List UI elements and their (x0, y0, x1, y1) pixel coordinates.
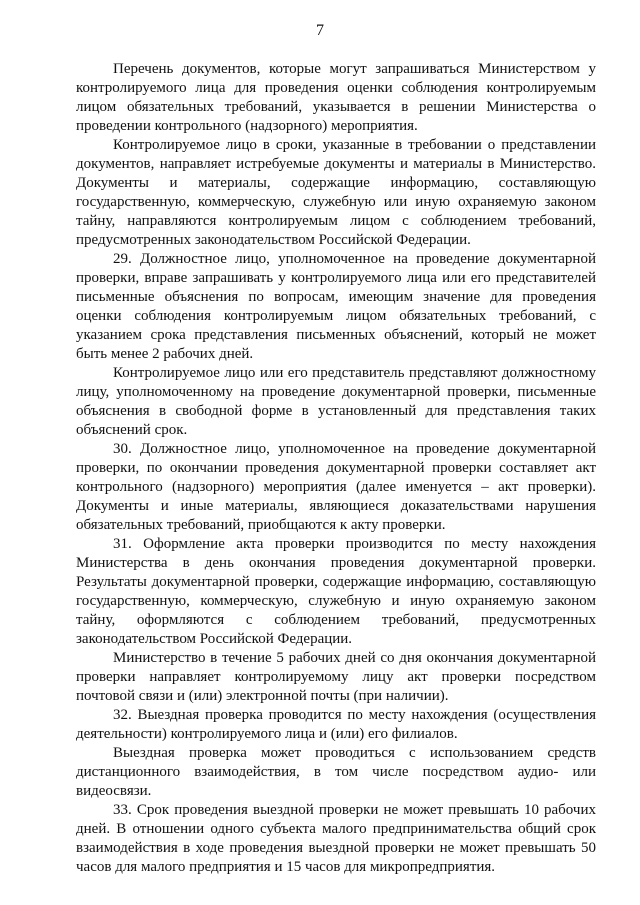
paragraph: 29. Должностное лицо, уполномоченное на проведение документарной проверки, вправе запрашивать у контролируемого лица или его представителей письменные объяснения по вопросам, имеющим значение для проведения оценки соблюдения контролируемым лицом обязательных требований, с указанием срока представления письменных объяснений, который не может быть менее 2 рабочих дней. (76, 251, 596, 362)
page-number: 7 (316, 22, 324, 39)
paragraph: 32. Выездная проверка проводится по месту нахождения (осуществления деятельности) контролируемого лица и (или) его филиалов. (76, 707, 596, 742)
paragraph: Контролируемое лицо или его представитель представляют должностному лицу, уполномоченному на проведение документарной проверки, письменные объяснения в свободной форме в установленный для представления таких объяснений срок. (76, 365, 596, 438)
document-body (76, 60, 596, 877)
paragraph: Министерство в течение 5 рабочих дней со дня окончания документарной проверки направляет контролируемому лицу акт проверки посредством почтовой связи и (или) электронной почты (при наличии). (76, 650, 596, 704)
paragraph: 31. Оформление акта проверки производится по месту нахождения Министерства в день окончания проведения документарной проверки. Результаты документарной проверки, содержащие информацию, составляющую государственную, коммерческую, служебную и иную охраняемую законом тайну, оформляются с соблюдением требований, предусмотренных законодательством Российской Федерации. (76, 536, 596, 647)
paragraph: 30. Должностное лицо, уполномоченное на проведение документарной проверки, по окончании проведения документарной проверки составляет акт контрольного (надзорного) мероприятия (далее именуется – акт проверки). Документы и иные материалы, являющиеся доказательствами нарушения обязательных требований, приобщаются к акту проверки. (76, 441, 596, 533)
paragraph: Перечень документов, которые могут запрашиваться Министерством у контролируемого лица для проведения оценки соблюдения контролируемым лицом обязательных требований, указывается в решении Министерства о проведении контрольного (надзорного) мероприятия. (76, 61, 596, 134)
paragraph: 33. Срок проведения выездной проверки не может превышать 10 рабочих дней. В отношении одного субъекта малого предпринимательства общий срок взаимодействия в ходе проведения выездной проверки не может превышать 50 часов для малого предприятия и 15 часов для микропредприятия. (76, 802, 596, 875)
paragraph: Контролируемое лицо в сроки, указанные в требовании о представлении документов, направляет истребуемые документы и материалы в Министерство. Документы и материалы, содержащие информацию, составляющую государственную, коммерческую, служебную или иную охраняемую законом тайну, направляются контролируемым лицом с соблюдением требований, предусмотренных законодательством Российской Федерации. (76, 137, 596, 248)
paragraph: Выездная проверка может проводиться с использованием средств дистанционного взаимодействия, в том числе посредством аудио- или видеосвязи. (76, 745, 596, 799)
